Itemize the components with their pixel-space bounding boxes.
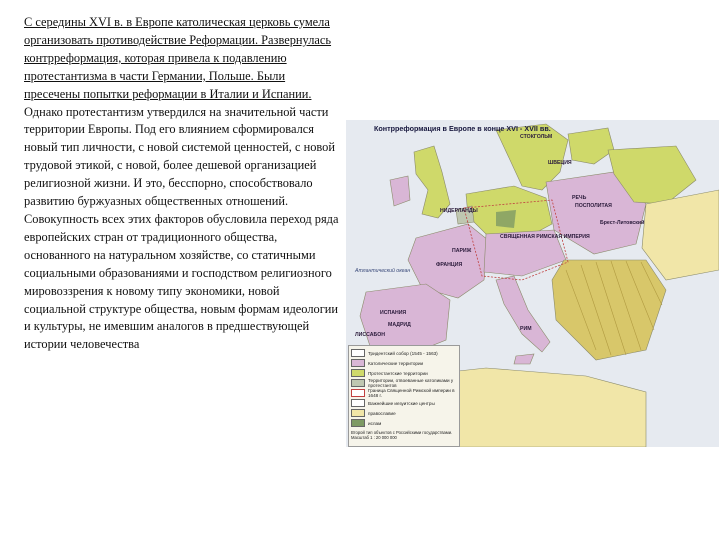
paragraph-1-plain: Однако протестантизм утвердился на значительной части территории Европы. Под его влиянием сформировался новый тип личности, с новой системой ценностей, с новой трудовой этикой, с новой, более дешевой организацией религиозной жизни. И это, бесспорно, способствовало развитию буржуазных общественных отношений. [24,104,336,209]
label-sweden: ШВЕЦИЯ [548,160,572,166]
map-legend [348,345,460,447]
map-title: Контрреформация в Европе в конце XVI - XVII вв. [374,124,551,133]
central-dark-region [496,210,516,228]
label-paris: ПАРИЖ [452,248,472,254]
legend-label-jesuit: Важнейшие иезуитские центры [368,400,435,406]
label-madrid: МАДРИД [388,322,411,328]
legend-row-jesuit [351,398,457,408]
legend-label-orthodox: православие [368,410,396,416]
legend-swatch-reconquered [351,379,365,387]
label-stockholm: СТОКГОЛЬМ [520,134,553,140]
legend-title: Тридентский собор (1545 - 1563) [368,350,438,356]
legend-title-row [351,348,457,358]
paragraph-2-plain: Совокупность всех этих факторов обусловила переход ряда европейских стран от традиционного общества, основанного на натуральном хозяйстве, со статичными социальными образованиями и господством религиозного мировоззрения к новому типу экономики, новой социальной структуре общества, новым формам идеологии и культуры, не имевшим аналогов в предшествующей истории человечества [24,211,339,352]
legend-row-reconquered [351,378,457,388]
legend-swatch-protestant [351,369,365,377]
legend-row-border [351,388,457,398]
legend-label-border: Граница Священной Римской империи в 1648 г. [368,388,455,398]
label-holy-empire: СВЯЩЕННАЯ РИМСКАЯ ИМПЕРИЯ [500,234,590,240]
legend-label-catholic: Католические территории [368,360,424,366]
legend-row-orthodox [351,408,457,418]
legend-note: Второй тип объектов с Российскими государствами. Масштаб 1 : 20 000 000 [351,430,453,440]
legend-label-islam: ислам [368,420,382,426]
legend-label-reconquered: Территории, отвоеванные католиками у протестантов [368,378,454,388]
legend-swatch-council [351,349,365,357]
legend-swatch-orthodox [351,409,365,417]
label-netherlands: НИДЕРЛАНДЫ [440,208,478,214]
label-brest: Брест-Литовский [600,220,645,226]
label-rech: РЕЧЬ [572,195,587,201]
label-pospolitaya: ПОСПОЛИТАЯ [575,203,612,209]
legend-swatch-jesuit [351,399,365,407]
label-lisbon: ЛИССАБОН [355,332,385,338]
paragraph-1 [24,14,340,211]
label-spain: ИСПАНИЯ [380,310,407,316]
legend-swatch-islam [351,419,365,427]
paragraph-2 [24,211,340,354]
legend-row-catholic [351,358,457,368]
label-ocean: Атлантический океан [355,268,411,274]
label-france: ФРАНЦИЯ [436,262,463,268]
paragraph-1-underlined: С середины XVI в. в Европе католическая церковь сумела организовать противодействие Реформации. Развернулась контрреформация, которая привела к подавлению протестантизма в части Германии, Польше. Были пресечены попытки реформации в Италии и Испании. [24,15,332,101]
legend-row-islam [351,418,457,428]
legend-swatch-border [351,389,365,397]
label-rome: РИМ [520,326,532,332]
legend-row-protestant [351,368,457,378]
main-text [24,14,340,354]
legend-label-protestant: Протестантские территории [368,370,428,376]
legend-swatch-catholic [351,359,365,367]
